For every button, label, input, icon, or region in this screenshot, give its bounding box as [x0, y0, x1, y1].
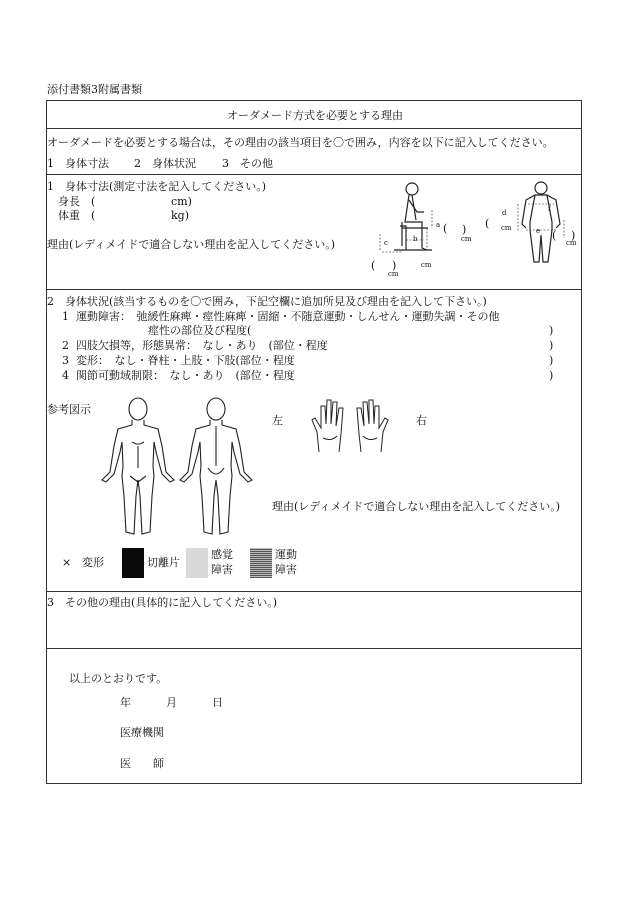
month-label: 月: [166, 696, 177, 709]
section3-heading: 3 その他の理由(具体的に記入してください。): [47, 596, 278, 609]
amputation-swatch: [122, 548, 144, 578]
section2-reason-label: 理由(レディメイドで適合しない理由を記入してください。): [272, 500, 560, 513]
year-label: 年: [120, 696, 131, 709]
document-label: 添付書類3附属書類: [47, 83, 142, 96]
item-4-text: 関節可動域制限： なし・あり (部位・程度: [76, 369, 295, 382]
body-back-diagram: [176, 396, 256, 538]
left-hand-diagram: [311, 398, 349, 454]
weight-input[interactable]: [106, 210, 168, 222]
divider: [46, 289, 582, 290]
deformation-mark: ×: [62, 556, 72, 569]
fig-cm-3: cm: [388, 270, 399, 278]
right-label: 右: [416, 414, 427, 427]
motor-swatch: [250, 548, 272, 578]
statement-text: 以上のとおりです。: [69, 672, 168, 685]
fig-cm-1: cm: [461, 235, 472, 243]
fig-paren-4: ): [392, 259, 397, 272]
section1-heading: 1 身体寸法(測定寸法を記入してください。): [47, 180, 267, 193]
divider: [46, 591, 582, 592]
motor-label-2: 障害: [275, 563, 297, 576]
fig-paren-6: (: [552, 229, 557, 242]
motor-label-1: 運動: [275, 548, 297, 561]
height-label: 身長 (: [58, 195, 96, 208]
item-2-close: ): [549, 339, 554, 352]
reference-diagram-label: 参考図示: [47, 403, 91, 416]
fig-paren-7: ): [571, 229, 576, 242]
body-front-diagram: [98, 396, 178, 538]
fig-paren-3: (: [371, 259, 376, 272]
item-3-close: ): [549, 354, 554, 367]
fig-paren-1: ): [462, 223, 467, 236]
deformation-label: 変形: [82, 556, 104, 569]
divider: [46, 648, 582, 649]
item-4-num: 4: [62, 369, 69, 382]
day-label: 日: [212, 696, 223, 709]
standing-figure: [516, 180, 566, 268]
fig-label-f: f: [548, 205, 551, 213]
fig-label-b: b: [413, 235, 418, 243]
institution-label: 医療機関: [120, 726, 164, 739]
category-2: 2 身体状況: [134, 157, 196, 170]
right-hand-diagram: [351, 398, 389, 454]
sensory-label-2: 障害: [211, 563, 233, 576]
fig-label-c: c: [384, 239, 388, 247]
item-1b-close: ): [549, 324, 554, 337]
weight-label: 体重 (: [58, 209, 96, 222]
divider: [46, 128, 582, 129]
item-1b-text: 痙性の部位及び程度(: [148, 324, 252, 337]
category-1: 1 身体寸法: [47, 157, 109, 170]
fig-label-a: a: [436, 221, 441, 229]
fig-cm-5: cm: [566, 239, 577, 247]
item-1-text: 運動障害： 弛緩性麻痺・痙性麻痺・固縮・不随意運動・しんせん・運動失調・その他: [76, 310, 500, 323]
item-3-num: 3: [62, 354, 69, 367]
section2-heading: 2 身体状況(該当するものを〇で囲み，下記空欄に追加所見及び理由を記入して下さい。): [47, 295, 487, 308]
sensory-label-1: 感覚: [211, 548, 233, 561]
fig-label-e: e: [536, 227, 541, 235]
fig-cm-4: cm: [501, 224, 512, 232]
weight-unit: kg): [171, 209, 189, 222]
amputation-label: 切離片: [147, 556, 180, 569]
fig-cm-2: cm: [421, 261, 432, 269]
height-unit: cm): [171, 195, 192, 208]
fig-label-d: d: [502, 209, 507, 217]
item-2-text: 四肢欠損等，形態異常： なし・あり (部位・程度: [76, 339, 328, 352]
category-3: 3 その他: [222, 157, 273, 170]
sensory-swatch: [186, 548, 208, 578]
item-4-close: ): [549, 369, 554, 382]
fig-paren-5: (: [485, 217, 490, 230]
item-2-num: 2: [62, 339, 69, 352]
height-input[interactable]: [106, 196, 168, 208]
item-1-num: 1: [62, 310, 69, 323]
divider: [46, 174, 582, 175]
doctor-label: 医 師: [120, 757, 164, 770]
item-3-text: 変形： なし・脊柱・上肢・下肢(部位・程度: [76, 354, 295, 367]
fig-paren-2: (: [443, 222, 448, 235]
left-label: 左: [272, 414, 283, 427]
instruction-text: オーダメードを必要とする場合は，その理由の該当項目を〇で囲み，内容を以下に記入してください。: [47, 136, 554, 149]
form-title: オーダメード方式を必要とする理由: [227, 109, 403, 122]
section1-reason-label: 理由(レディメイドで適合しない理由を記入してください。): [47, 238, 335, 251]
